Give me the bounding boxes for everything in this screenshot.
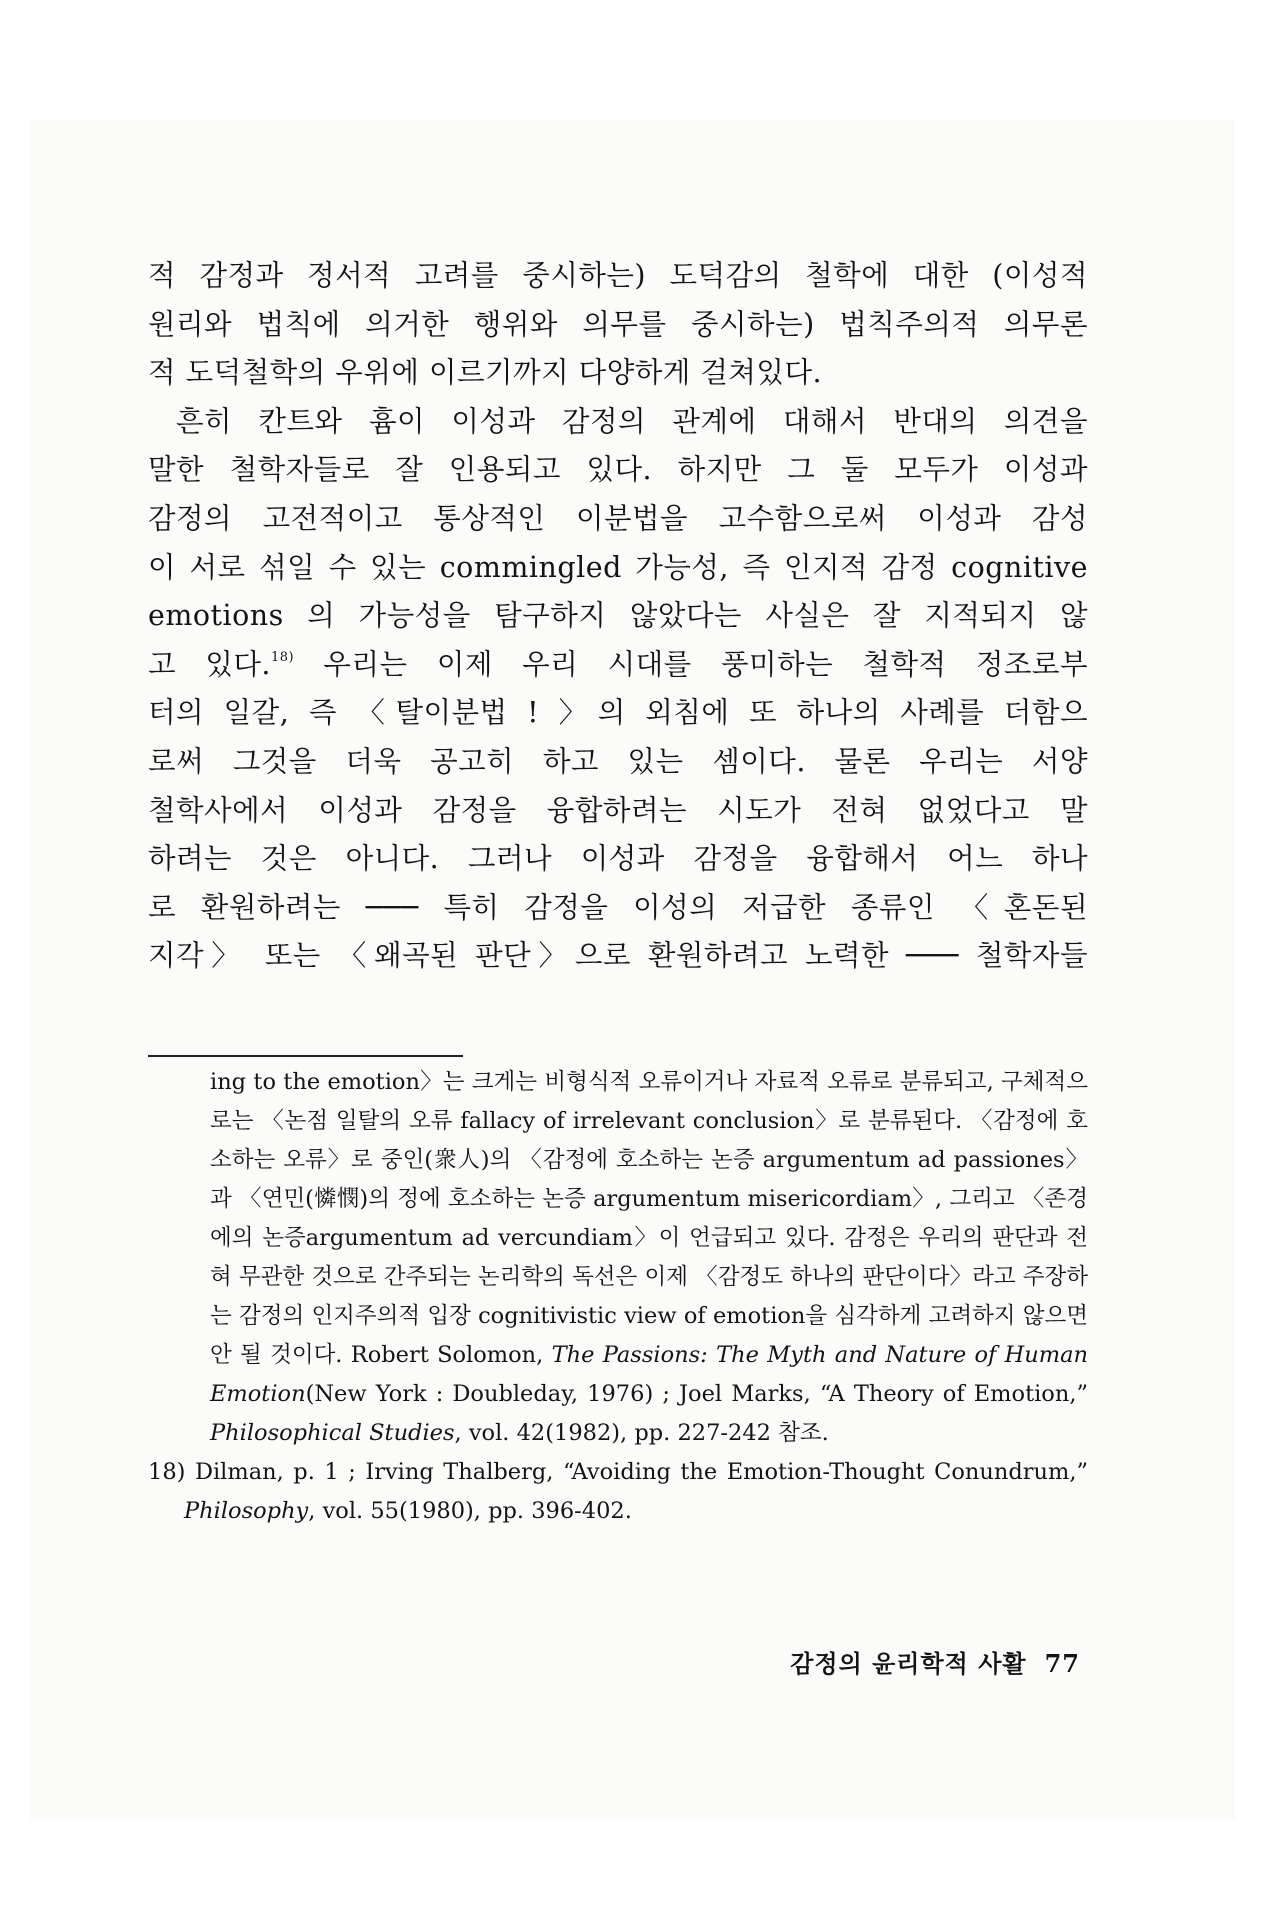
body-line: 감정의 고전적이고 통상적인 이분법을 고수함으로써 이성과 감성: [148, 501, 1088, 535]
journal-title: Philosophical Studies: [210, 1420, 455, 1446]
main-text: [148, 252, 1088, 981]
page-footer: [700, 1644, 1080, 1679]
footnote-17-continued: ing to the emotion〉는 크게는 비형식적 오류이거나 자료적 오류로 분류되고, 구체적으로는 〈논점 일탈의 오류 fallacy of irrelevant conclusion〉로 분류된다. 〈감정에 호소하는 오류〉로 중인(衆人)의 〈감정에 호소하는 논증 argumentum ad passiones〉과 〈연민(憐憫)의 정에 호소하는 논증 argumentum misericordiam〉, 그리고 〈존경에의 논증argumentum ad vercundiam〉이 언급되고 있다. 감정은 우리의 판단과 전혀 무관한 것으로 간주되는 논리학의 독선은 이제 〈감정도 하나의 판단이다〉라고 주장하는 감정의 인지주의적 입장 cognitivistic view of emotion을 심각하게 고려하지 않으면 안 될 것이다. Robert Solomon, The Passions: The Myth and Nature of Human Emotion(New York : Doubleday, 1976) ; Joel Marks, “A Theory of Emotion,” Philosophical Studies, vol. 42(1982), pp. 227-242 참조.: [210, 1069, 1088, 1446]
body-line: 터의 일갈, 즉 〈탈이분법 ! 〉의 외침에 또 하나의 사례를 더함으: [148, 696, 1088, 730]
page-number: 77: [1044, 1649, 1080, 1678]
journal-title: Philosophy: [184, 1498, 309, 1524]
footnote-number: 18): [148, 1459, 186, 1485]
body-line: 로 환원하려는 ─── 특히 감정을 이성의 저급한 종류인 〈혼돈된: [148, 890, 1088, 924]
footnote-18: 18) Dilman, p. 1 ; Irving Thalberg, “Avoiding the Emotion-Thought Conundrum,” Philosophy, vol. 55(1980), pp. 396-402.: [148, 1459, 1088, 1524]
footnote-separator: [148, 1055, 463, 1057]
body-line-text: 우리는 이제 우리 시대를 풍미하는 철학적 정조로부: [294, 647, 1088, 681]
body-line: 하려는 것은 아니다. 그러나 이성과 감정을 융합해서 어느 하나: [148, 842, 1088, 876]
body-line: 철학사에서 이성과 감정을 융합하려는 시도가 전혀 없었다고 말: [148, 793, 1088, 827]
footnote-ref-18: 18): [270, 649, 295, 665]
book-title: The Passions: The Myth and Nature of Human Emotion: [210, 1342, 1088, 1407]
body-line: 원리와 법칙에 의거한 행위와 의무를 중시하는) 법칙주의적 의무론: [148, 307, 1088, 341]
body-line: 지각〉 또는 〈왜곡된 판단〉으로 환원하려고 노력한 ─── 철학자들: [148, 939, 1088, 973]
body-line: 흔히 칸트와 흄이 이성과 감정의 관계에 대해서 반대의 의견을: [176, 404, 1088, 438]
body-line: emotions 의 가능성을 탐구하지 않았다는 사실은 잘 지적되지 않: [148, 599, 1088, 633]
body-line: 이 서로 섞일 수 있는 commingled 가능성, 즉 인지적 감정 cognitive: [148, 550, 1088, 584]
running-footer: 감정의 윤리학적 사활: [790, 1649, 1027, 1678]
body-line-text: 고 있다.: [148, 647, 271, 681]
body-line-with-footnote-ref: [148, 641, 1088, 690]
body-line: 적 감정과 정서적 고려를 중시하는) 도덕감의 철학에 대한 (이성적: [148, 259, 1088, 292]
footnotes: [148, 1063, 1088, 1531]
body-line: 로써 그것을 더욱 공고히 하고 있는 셈이다. 물론 우리는 서양: [148, 744, 1088, 778]
body-line: 적 도덕철학의 우위에 이르기까지 다양하게 걸쳐있다.: [148, 356, 823, 390]
body-line: 말한 철학자들로 잘 인용되고 있다. 하지만 그 둘 모두가 이성과: [148, 453, 1088, 487]
